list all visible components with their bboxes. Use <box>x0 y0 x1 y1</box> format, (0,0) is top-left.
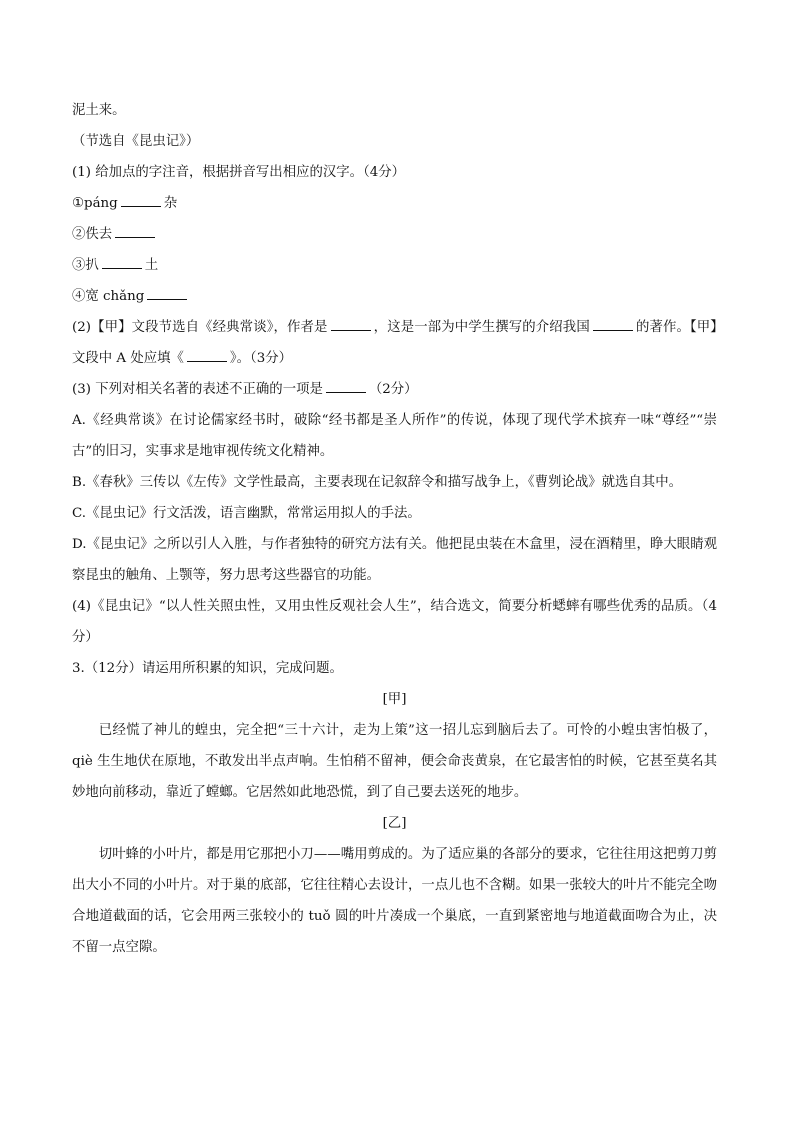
question-2: (2)【甲】文段节选自《经典常谈》，作者是 ，这是一部为中学生撰写的介绍我国 的著作。【甲】文段中 A 处应填《 》。（3分） <box>72 320 717 366</box>
option-d: D.《昆虫记》之所以引人入胜，与作者独特的研究方法有关。他把昆虫装在木盒里，浸在酒精里，睁大眼睛观察昆虫的触角、上颚等，努力思考这些器官的功能。 <box>72 537 717 583</box>
answer-blank[interactable] <box>147 287 187 300</box>
answer-blank[interactable] <box>115 225 155 238</box>
passage-ending: 泥土来。 <box>72 103 126 118</box>
section-label-jia: [甲] <box>382 692 407 707</box>
answer-blank[interactable] <box>121 194 161 207</box>
answer-blank[interactable] <box>326 380 366 393</box>
passage-jia: 已经慌了神儿的蝗虫，完全把“三十六计，走为上策”这一招儿忘到脑后去了。可怜的小蝗虫害怕极了，qiè 生生地伏在原地，不敢发出半点声响。生怕稍不留神，便会命丧黄泉，在它最害怕的时候，它甚至莫名其妙地向前移动，靠近了螳螂。它居然如此地恐慌，到了自己要去送死的地步。 <box>72 723 717 800</box>
option-b: B.《春秋》三传以《左传》文学性最高，主要表现在记叙辞令和描写战争上，《曹刿论战》就选自其中。 <box>72 475 682 490</box>
question-1-item: ③扒 土 <box>72 258 159 273</box>
question-set-heading: 3.（12分）请运用所积累的知识，完成问题。 <box>72 661 343 676</box>
question-1-item: ②佚去 <box>72 219 717 250</box>
question-1-prompt: (1) 给加点的字注音，根据拼音写出相应的汉字。（4分） <box>72 165 406 180</box>
question-4: (4)《昆虫记》“以人性关照虫性，又用虫性反观社会人生”，结合选文，简要分析蟋蟀有哪些优秀的品质。（4分） <box>72 599 717 645</box>
question-1 <box>72 157 717 312</box>
document-body <box>72 95 717 963</box>
option-a: A.《经典常谈》在讨论儒家经书时，破除“经书都是圣人所作”的传说，体现了现代学术摈弃一味“尊经”“崇古”的旧习，实事求是地审视传统文化精神。 <box>72 413 717 459</box>
answer-blank[interactable] <box>102 256 142 269</box>
question-3-prompt: (3) 下列对相关名著的表述不正确的一项是 （2分） <box>72 382 418 397</box>
option-c: C.《昆虫记》行文活泼，语言幽默，常常运用拟人的手法。 <box>72 506 421 521</box>
answer-blank[interactable] <box>331 318 371 331</box>
answer-blank[interactable] <box>593 318 633 331</box>
section-label-yi: [乙] <box>382 816 407 831</box>
question-3 <box>72 374 717 591</box>
answer-blank[interactable] <box>187 349 227 362</box>
question-1-item: ①páng 杂 <box>72 196 178 211</box>
passage-source: （节选自《昆虫记》） <box>72 134 200 149</box>
question-set-3 <box>72 653 717 963</box>
passage-yi: 切叶蜂的小叶片，都是用它那把小刀——嘴用剪成的。为了适应巢的各部分的要求，它往往用这把剪刀剪出大小不同的小叶片。对于巢的底部，它往往精心去设计，一点儿也不含糊。如果一张较大的叶片不能完全吻合地道截面的话，它会用两三张较小的 tuǒ 圆的叶片凑成一个巢底，一直到紧密地与地道截面吻合为止，决不留一点空隙。 <box>72 847 717 955</box>
question-1-item: ④宽 chǎng <box>72 281 717 312</box>
